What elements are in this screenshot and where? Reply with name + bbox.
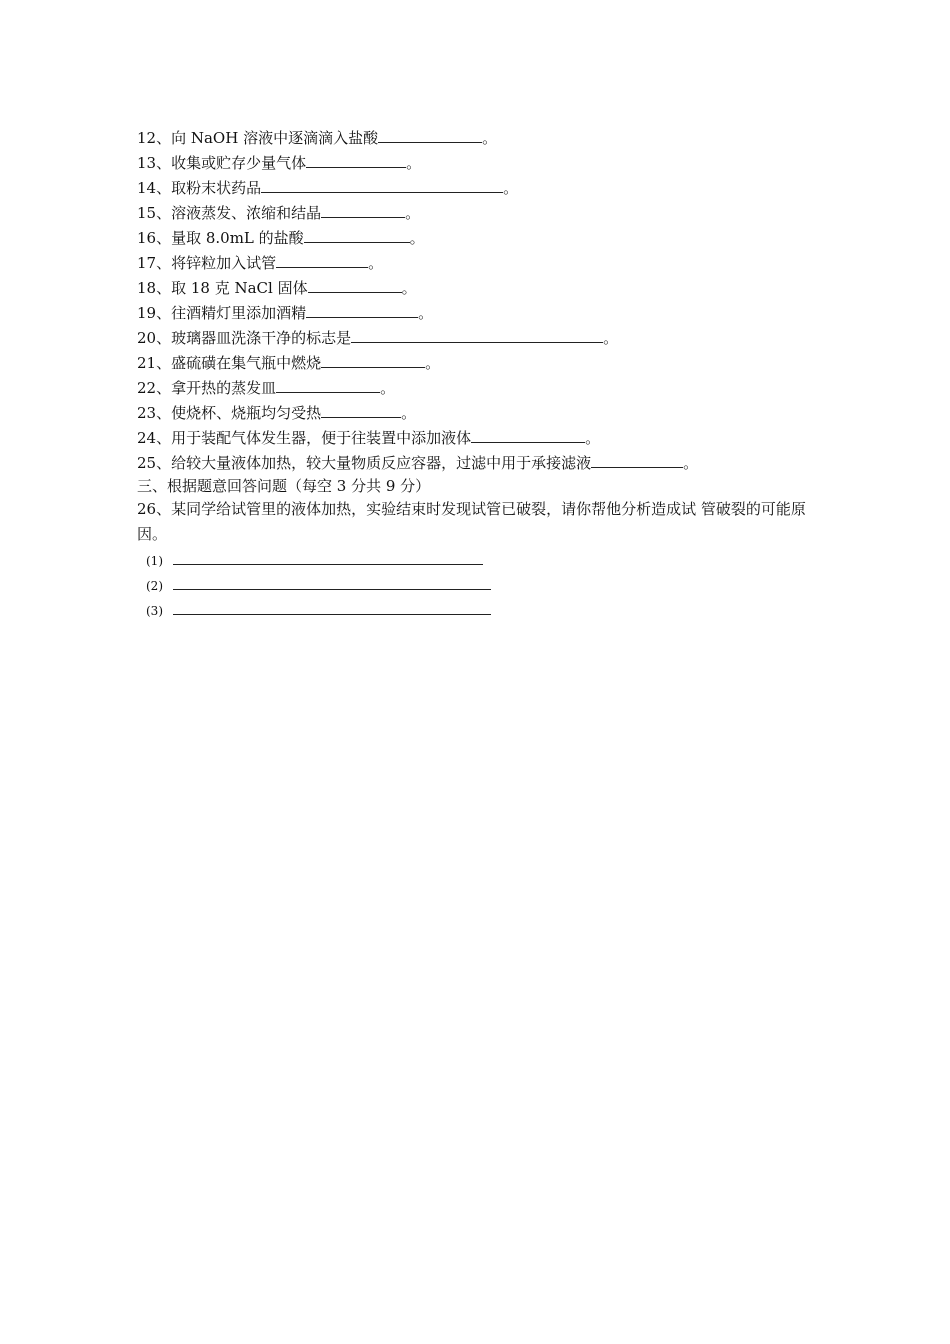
answer-blank[interactable] <box>321 402 401 418</box>
answer-blank[interactable] <box>173 552 483 565</box>
answer-blank[interactable] <box>306 302 418 318</box>
question-24: 24、用于装配气体发生器，便于往装置中添加液体 。 <box>137 429 601 447</box>
section-heading: 三、根据题意回答问题（每空 3 分共 9 分） <box>137 477 431 495</box>
question-16: 16、量取 8.0mL 的盐酸 。 <box>137 229 425 247</box>
answer-line-1: (1) <box>146 552 483 569</box>
answer-blank[interactable] <box>173 602 491 615</box>
answer-line-2: (2) <box>146 577 491 594</box>
question-14: 14、取粉末状药品 。 <box>137 179 519 197</box>
question-26: 26、某同学给试管里的液体加热，实验结束时发现试管已破裂，请你帮他分析造成试 管破裂的可能原因。 <box>137 500 806 543</box>
question-23: 23、使烧杯、烧瓶均匀受热 。 <box>137 404 417 422</box>
question-25: 25、给较大量液体加热，较大量物质反应容器，过滤中用于承接滤液 。 <box>137 454 699 472</box>
answer-blank[interactable] <box>304 227 410 243</box>
answer-blank[interactable] <box>471 427 585 443</box>
answer-blank[interactable] <box>276 377 380 393</box>
answer-line-3: (3) <box>146 602 491 619</box>
answer-blank[interactable] <box>321 202 405 218</box>
question-18: 18、取 18 克 NaCl 固体 。 <box>137 279 417 297</box>
question-15: 15、溶液蒸发、浓缩和结晶 。 <box>137 204 421 222</box>
question-12: 12、向 NaOH 溶液中逐滴滴入盐酸 。 <box>137 129 498 147</box>
question-17: 17、将锌粒加入试管 。 <box>137 254 384 272</box>
answer-blank[interactable] <box>351 327 603 343</box>
answer-blank[interactable] <box>378 127 482 143</box>
answer-blank[interactable] <box>308 277 402 293</box>
question-19: 19、往酒精灯里添加酒精 。 <box>137 304 434 322</box>
question-20: 20、玻璃器皿洗涤干净的标志是 。 <box>137 329 619 347</box>
answer-blank[interactable] <box>173 577 491 590</box>
question-13: 13、收集或贮存少量气体 。 <box>137 154 422 172</box>
answer-blank[interactable] <box>276 252 368 268</box>
question-22: 22、拿开热的蒸发皿 。 <box>137 379 396 397</box>
answer-blank[interactable] <box>261 177 503 193</box>
answer-blank[interactable] <box>321 352 425 368</box>
answer-blank[interactable] <box>591 452 683 468</box>
answer-blank[interactable] <box>306 152 406 168</box>
question-21: 21、盛硫磺在集气瓶中燃烧 。 <box>137 354 441 372</box>
